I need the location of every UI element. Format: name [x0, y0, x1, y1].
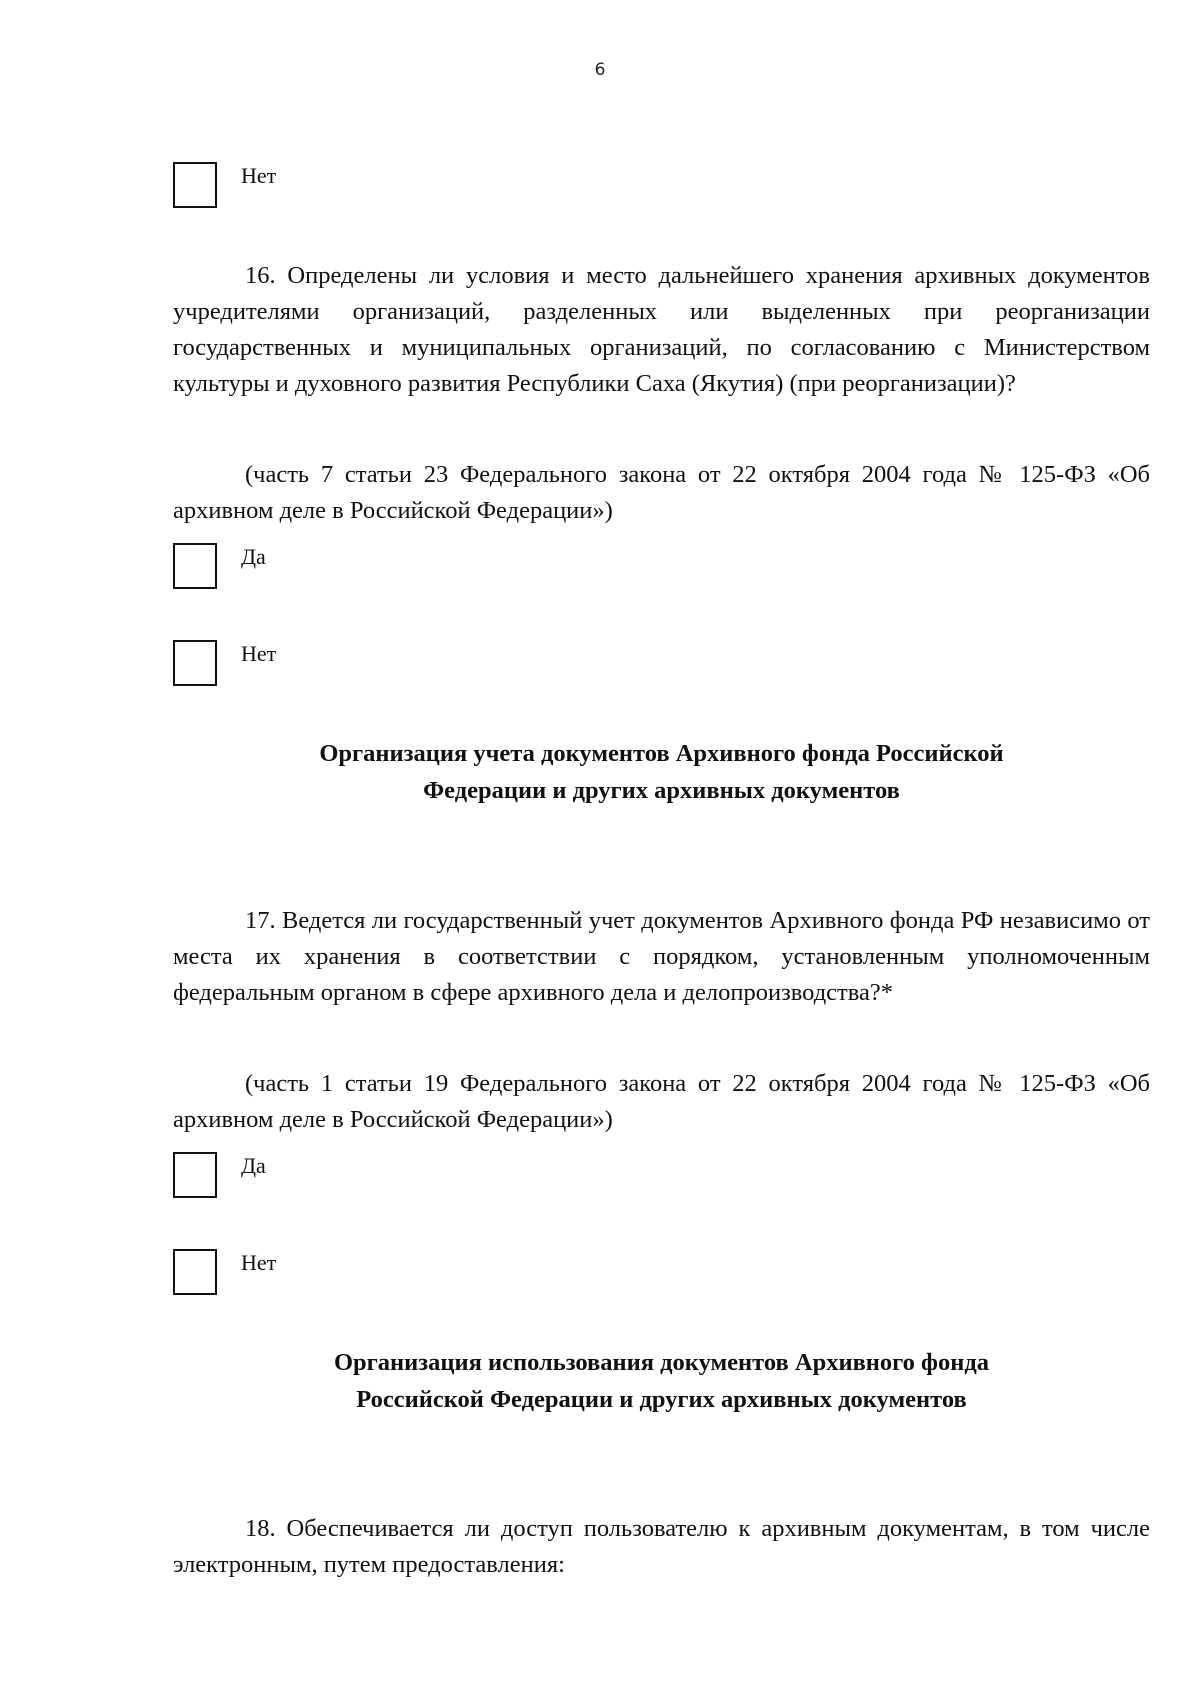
section-heading-line: Организация учета документов Архивного фонда Российской	[319, 740, 1004, 767]
section-heading-line: Российской Федерации и других архивных документов	[356, 1386, 967, 1413]
option-label: Нет	[241, 1250, 277, 1275]
checkbox[interactable]	[173, 162, 217, 208]
section-heading-line: Организация использования документов Архивного фонда	[333, 1349, 990, 1376]
checkbox[interactable]	[173, 1152, 217, 1198]
section-heading-accounting	[173, 735, 1150, 809]
option-label: Да	[241, 1153, 266, 1178]
question-17-reference: (часть 1 статьи 19 Федерального закона от 22 октября 2004 года № 125-ФЗ «Об архивном деле в Российской Федерации»)	[173, 1070, 1150, 1133]
checkbox[interactable]	[173, 543, 217, 589]
section-heading-line: Федерации и других архивных документов	[423, 777, 900, 804]
question-18: 18. Обеспечивается ли доступ пользователю к архивным документам, в том числе электронным, путем предоставления:	[173, 1515, 1150, 1578]
question-16: 16. Определены ли условия и место дальнейшего хранения архивных документов учредителями организаций, разделенных или выделенных при реорганизации государственных и муниципальных организаций, по согласованию с Министерством культуры и духовного развития Республики Саха (Якутия) (при реорганизации)?	[173, 262, 1150, 397]
page-number: 6	[594, 60, 606, 80]
option-label: Нет	[241, 163, 277, 188]
question-17: 17. Ведется ли государственный учет документов Архивного фонда РФ независимо от места их хранения в соответствии с порядком, установленным уполномоченным федеральным органом в сфере архивного дела и делопроизводства?*	[173, 907, 1150, 1006]
checkbox[interactable]	[173, 640, 217, 686]
question-16-reference: (часть 7 статьи 23 Федерального закона от 22 октября 2004 года № 125-ФЗ «Об архивном деле в Российской Федерации»)	[173, 461, 1150, 524]
option-label: Да	[241, 544, 266, 569]
option-label: Нет	[241, 641, 277, 666]
checkbox[interactable]	[173, 1249, 217, 1295]
section-heading-usage	[173, 1344, 1150, 1418]
